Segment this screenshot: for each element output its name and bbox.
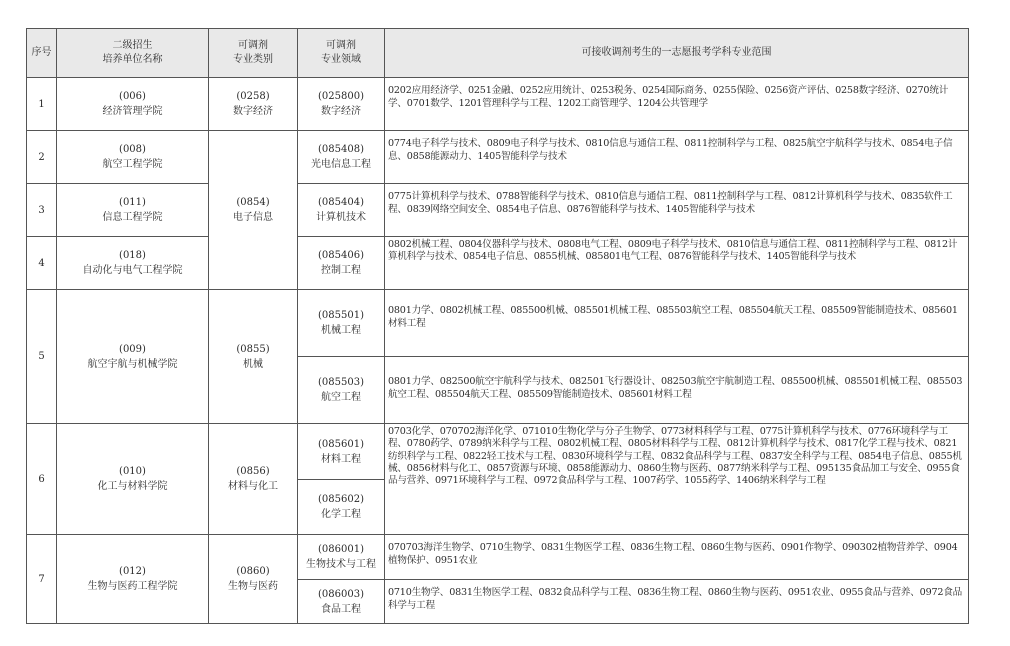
table-row [27,290,969,357]
unit-code: (008) [119,144,146,155]
field-code: (085501) [318,310,364,321]
table-row [27,184,969,237]
header-field-line2: 专业领域 [321,54,361,65]
scope-cell: 0202应用经济学、0251金融、0252应用统计、0253税务、0254国际商务、0255保险、0256资产评估、0258数字经济、0270统计学、0701数学、1201管理科学与工程、1202工商管理学、1204公共管理学 [385,78,969,131]
field-code: (086001) [318,544,364,555]
category-cell [209,424,298,535]
field-cell [298,580,385,624]
field-code: (085404) [318,197,364,208]
scope-cell: 070703海洋生物学、0710生物学、0831生物医学工程、0836生物工程、0860生物与医药、0901作物学、090302植物营养学、0904植物保护、0951农业 [385,535,969,580]
field-cell [298,535,385,580]
field-cell [298,78,385,131]
header-category [209,29,298,78]
header-field-line1: 可调剂 [326,40,356,51]
unit-code: (009) [119,343,146,355]
field-name: 生物技术与工程 [306,559,376,570]
field-code: (025800) [318,91,364,102]
category-code: (0854) [236,197,270,208]
category-code: (0855) [236,343,270,355]
field-cell [298,424,385,480]
unit-name: 信息工程学院 [102,212,163,223]
field-name: 航空工程 [321,392,361,403]
table-row [27,78,969,131]
field-code: (085406) [318,250,364,261]
unit-code: (011) [119,197,146,208]
scope-cell: 0774电子科学与技术、0809电子科学与技术、0810信息与通信工程、0811控制科学与工程、0825航空宇航科学与技术、0854电子信息、0858能源动力、1405智能科学与技术 [385,131,969,184]
scope-cell: 0703化学、070702海洋化学、071010生物化学与分子生物学、0773材料科学与工程、0775计算机科学与技术、0776环境科学与工程、0780药学、0789纳米科学与工程、0802机械工程、0805材料科学与工程、0812计算机科学与技术、0817化学工程与技术、0821纺织科学与工程、0822轻工技术与工程、0830环境科学与工程、0832食品科学与工程、0837安全科学与工程、0854电子信息、0855机械、0856材料与化工、0857资源与环境、0858能源动力、0860生物与医药、0877纳米科学与工程、095135食品加工与安全、0955食品与营养、0971环境科学与工程、0972食品科学与工程、1007药学、1055药学、1406纳米科学与工程 [385,424,969,535]
category-name: 机械 [243,358,263,370]
field-name: 食品工程 [321,603,361,615]
table-row [27,535,969,580]
unit-name: 自动化与电气工程学院 [82,265,183,276]
unit-name: 生物与医药工程学院 [87,581,178,592]
field-name: 材料工程 [321,453,361,465]
category-cell [209,290,298,424]
field-name: 数字经济 [321,106,361,117]
unit-cell [57,184,209,237]
scope-cell: 0801力学、0802机械工程、085500机械、085501机械工程、085503航空工程、085504航天工程、085509智能制造技术、085601材料工程 [385,290,969,357]
category-code: (0860) [236,566,270,577]
field-cell [298,131,385,184]
field-name: 计算机技术 [316,212,366,223]
scope-cell: 0710生物学、0831生物医学工程、0832食品科学与工程、0836生物工程、0860生物与医药、0951农业、0955食品与营养、0972食品科学与工程 [385,580,969,624]
field-cell [298,357,385,424]
header-unit-line1: 二级招生 [112,40,153,51]
unit-cell [57,424,209,535]
scope-cell: 0801力学、082500航空宇航科学与技术、082501飞行器设计、082503航空宇航制造工程、085500机械、085501机械工程、085503航空工程、085504航天工程、085509智能制造技术、085601材料工程 [385,357,969,424]
category-name: 材料与化工 [228,481,278,492]
category-code: (0258) [236,91,270,102]
unit-cell [57,131,209,184]
category-cell [209,131,298,290]
field-name: 光电信息工程 [311,159,371,170]
unit-code: (018) [119,250,146,261]
field-cell [298,237,385,290]
unit-cell [57,290,209,424]
unit-code: (012) [119,566,146,577]
header-category-line1: 可调剂 [238,40,268,51]
row-no: 3 [27,184,57,237]
header-row [27,29,969,78]
row-no: 5 [27,290,57,424]
scope-cell: 0775计算机科学与技术、0788智能科学与技术、0810信息与通信工程、0811控制科学与工程、0812计算机科学与技术、0835软件工程、0839网络空间安全、0854电子信息、0876智能科学与技术、1405智能科学与技术 [385,184,969,237]
field-name: 机械工程 [321,325,361,336]
unit-name: 化工与材料学院 [97,481,168,492]
field-name: 控制工程 [321,265,361,276]
category-cell [209,535,298,624]
header-unit [57,29,209,78]
unit-cell [57,237,209,290]
unit-cell [57,535,209,624]
unit-code: (006) [119,91,146,102]
header-category-line2: 专业类别 [233,54,273,65]
category-code: (0856) [236,466,270,477]
category-cell [209,78,298,131]
row-no: 4 [27,237,57,290]
table-row [27,131,969,184]
field-cell [298,290,385,357]
unit-cell [57,78,209,131]
table-row [27,237,969,290]
header-scope: 可接收调剂考生的一志愿报考学科专业范围 [385,29,969,78]
unit-name: 航空宇航与机械学院 [87,358,178,370]
table-row [27,424,969,480]
field-name: 化学工程 [321,509,361,520]
row-no: 6 [27,424,57,535]
category-name: 生物与医药 [228,581,278,592]
adjustment-table [26,28,969,624]
field-cell [298,184,385,237]
category-name: 数字经济 [233,106,273,117]
unit-name: 航空工程学院 [102,159,163,170]
header-unit-line2: 培养单位名称 [102,54,163,65]
category-name: 电子信息 [233,212,273,223]
field-code: (085503) [318,377,364,388]
header-field [298,29,385,78]
unit-name: 经济管理学院 [102,106,163,117]
field-code: (085601) [318,438,364,450]
field-code: (085602) [318,494,364,505]
header-no: 序号 [27,29,57,78]
row-no: 2 [27,131,57,184]
scope-cell: 0802机械工程、0804仪器科学与技术、0808电气工程、0809电子科学与技术、0810信息与通信工程、0811控制科学与工程、0812计算机科学与技术、0854电子信息、0855机械、085801电气工程、0876智能科学与技术、1405智能科学与技术 [385,237,969,290]
field-code: (086003) [318,588,364,600]
field-code: (085408) [318,144,364,155]
unit-code: (010) [119,466,146,477]
field-cell [298,480,385,535]
admission-table-sheet [26,28,968,625]
row-no: 1 [27,78,57,131]
row-no: 7 [27,535,57,624]
